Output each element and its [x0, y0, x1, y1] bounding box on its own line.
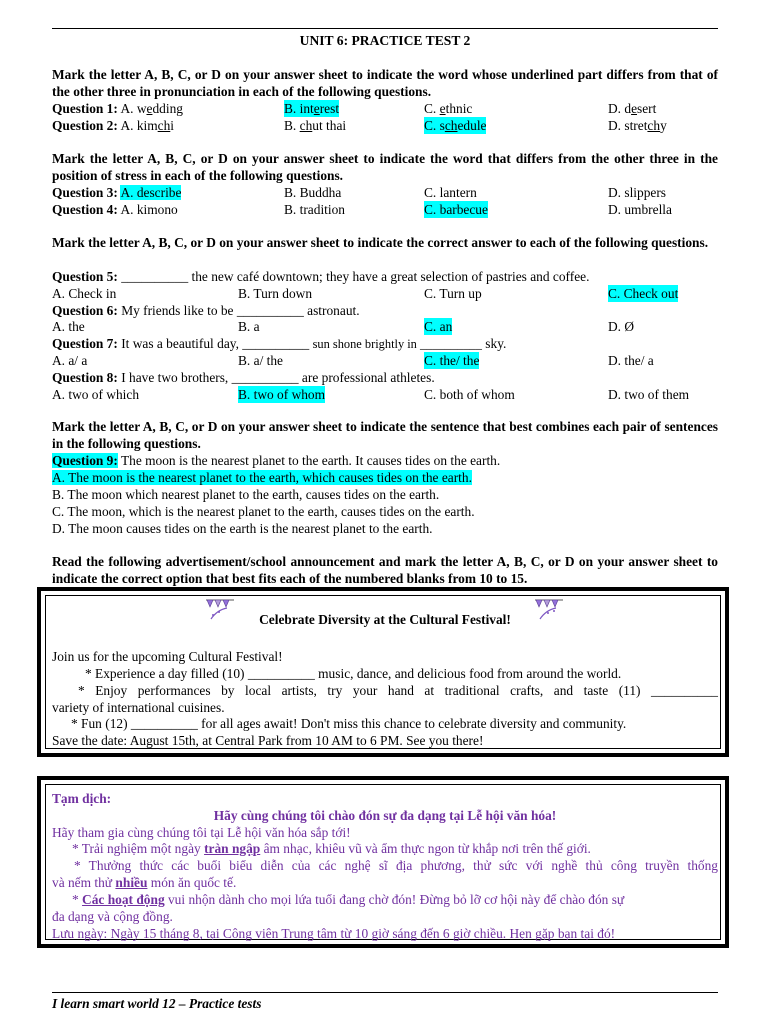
question-2-option-b[interactable]: B. chut thai — [284, 118, 347, 133]
question-2-option-d[interactable]: D. stretchy — [608, 118, 667, 133]
question-5-options — [52, 285, 718, 302]
question-7-option-a[interactable]: A. a/ a — [52, 353, 88, 368]
question-8-option-c[interactable]: C. both of whom — [424, 387, 515, 402]
question-1-label: Question 1: — [52, 101, 118, 116]
question-1-option-b[interactable]: B. interest — [284, 101, 340, 116]
question-6-option-c[interactable]: C. an — [424, 319, 453, 334]
question-7-option-b[interactable]: B. a/ the — [238, 353, 283, 368]
question-4-option-d[interactable]: D. umbrella — [608, 202, 672, 217]
question-2: Question 2: A. kimchi B. chut thai C. schedule D. stretchy — [52, 118, 667, 133]
translation-line-5: * Các hoạt động vui nhộn dành cho mọi lứa tuổi đang chờ đón! Đừng bỏ lỡ cơ hội này để chào đón sự — [72, 892, 625, 907]
question-5-option-a[interactable]: A. Check in — [52, 286, 117, 301]
question-5-option-c[interactable]: C. Turn up — [424, 286, 482, 301]
ad-line-4: variety of international cuisines. — [52, 700, 225, 715]
question-3-option-d[interactable]: D. slippers — [608, 185, 667, 200]
question-4 — [52, 201, 718, 218]
question-6-stem: Question 6: My friends like to be __________ astronaut. — [52, 303, 360, 318]
ad-line-5: * Fun (12) __________ for all ages await! Don't miss this chance to celebrate diversity and community. — [71, 716, 627, 731]
question-9-option-d[interactable]: D. The moon causes tides on the earth is the nearest planet to the earth. — [52, 521, 433, 536]
translation-line-7: Lưu ngày: Ngày 15 tháng 8, tại Công viên Trung tâm từ 10 giờ sáng đến 6 giờ chiều. Hẹn gặp bạn tại đó! — [52, 926, 616, 941]
footer-text: I learn smart world 12 – Practice tests — [52, 996, 262, 1011]
question-4-option-b[interactable]: B. tradition — [284, 202, 345, 217]
section5-instruction: Read the following advertisement/school announcement and mark the letter A, B, C, or D on your answer sheet to indicate the correct option that best fits each of the numbered blanks from 10 to 15. — [52, 554, 718, 586]
ad-line-2: * Experience a day filled (10) __________ music, dance, and delicious food from around the world. — [85, 666, 622, 681]
question-8-option-d[interactable]: D. two of them — [608, 387, 690, 402]
translation-line-3: * Thưởng thức các buổi biểu diễn của các nghệ sĩ địa phương, thử sức với nghề thủ công truyền thống — [74, 858, 718, 873]
question-1: Question 1: A. wedding B. interest C. ethnic D. desert — [52, 101, 657, 116]
question-2-label: Question 2: — [52, 118, 118, 133]
question-4-option-a[interactable]: A. kimono — [117, 202, 178, 217]
question-5-stem: Question 5: __________ the new café downtown; they have a great selection of pastries and coffee. — [52, 269, 590, 284]
question-6-options — [52, 318, 718, 335]
question-7-option-d[interactable]: D. the/ a — [608, 353, 654, 368]
question-6-option-a[interactable]: A. the — [52, 319, 85, 334]
question-7-option-c[interactable]: C. the/ the — [424, 353, 480, 368]
page-title: UNIT 6: PRACTICE TEST 2 — [299, 33, 471, 48]
ad-line-1: Join us for the upcoming Cultural Festival! — [52, 649, 283, 664]
translation-title: Hãy cùng chúng tôi chào đón sự đa dạng tại Lễ hội văn hóa! — [213, 808, 557, 823]
question-1-option-d[interactable]: D. desert — [608, 101, 657, 116]
question-8-stem: Question 8: I have two brothers, __________ are professional athletes. — [52, 370, 435, 385]
question-2-option-c[interactable]: C. schedule — [424, 118, 487, 133]
question-7-stem: Question 7: It was a beautiful day, __________ sun shone brightly in __________ sky. — [52, 336, 507, 351]
question-5-option-b[interactable]: B. Turn down — [238, 286, 313, 301]
question-7-options — [52, 352, 718, 369]
question-9-stem: Question 9: The moon is the nearest planet to the earth. It causes tides on the earth. — [52, 453, 501, 468]
question-1-option-c[interactable]: C. ethnic — [424, 101, 473, 116]
question-8-options — [52, 386, 718, 403]
section3-instruction: Mark the letter A, B, C, or D on your answer sheet to indicate the correct answer to each of the following questions. — [52, 235, 709, 250]
translation-line-1: Hãy tham gia cùng chúng tôi tại Lễ hội văn hóa sắp tới! — [52, 825, 351, 840]
section2-instruction: Mark the letter A, B, C, or D on your answer sheet to indicate the word that differs from the other three in the position of stress in each of the following questions. — [52, 151, 718, 183]
question-6-option-d[interactable]: D. Ø — [608, 319, 635, 334]
question-4-option-c[interactable]: C. barbecue — [424, 202, 488, 217]
section4-instruction: Mark the letter A, B, C, or D on your answer sheet to indicate the sentence that best combines each pair of sentences in the following questions. — [52, 419, 718, 451]
ad-line-3: * Enjoy performances by local artists, try your hand at traditional crafts, and taste (11) __________ — [78, 683, 718, 698]
ad-title: Celebrate Diversity at the Cultural Festival! — [259, 612, 511, 627]
bottom-rule — [52, 992, 718, 993]
question-3 — [52, 184, 718, 201]
translation-line-6: đa dạng và cộng đồng. — [52, 909, 173, 924]
translation-line-4: và nếm thử nhiều món ăn quốc tế. — [52, 875, 237, 890]
question-8-option-a[interactable]: A. two of which — [52, 387, 140, 402]
question-5-option-d[interactable]: C. Check out — [608, 286, 679, 301]
translation-line-2: * Trải nghiệm một ngày tràn ngập âm nhạc, khiêu vũ và ẩm thực ngon từ khắp nơi trên thế giới. — [72, 841, 591, 856]
question-8-option-b[interactable]: B. two of whom — [238, 387, 326, 402]
top-rule — [52, 28, 718, 29]
question-9-option-c[interactable]: C. The moon, which is the nearest planet to the earth, causes tides on the earth. — [52, 504, 475, 519]
question-3-option-b[interactable]: B. Buddha — [284, 185, 342, 200]
question-3-option-a[interactable]: A. describe — [120, 185, 182, 200]
question-9-option-a[interactable]: A. The moon is the nearest planet to the earth, which causes tides on the earth. — [52, 470, 472, 485]
question-6-option-b[interactable]: B. a — [238, 319, 260, 334]
question-3-option-c[interactable]: C. lantern — [424, 185, 477, 200]
ad-line-6: Save the date: August 15th, at Central Park from 10 AM to 6 PM. See you there! — [52, 733, 484, 748]
question-3-label: Question 3: — [52, 185, 118, 200]
question-4-label: Question 4: — [52, 202, 118, 217]
question-9-option-b[interactable]: B. The moon which nearest planet to the earth, causes tides on the earth. — [52, 487, 440, 502]
translation-label: Tạm dịch: — [52, 791, 112, 806]
section1-instruction: Mark the letter A, B, C, or D on your answer sheet to indicate the word whose underlined part differs from that of the other three in pronunciation in each of the following questions. — [52, 67, 718, 99]
